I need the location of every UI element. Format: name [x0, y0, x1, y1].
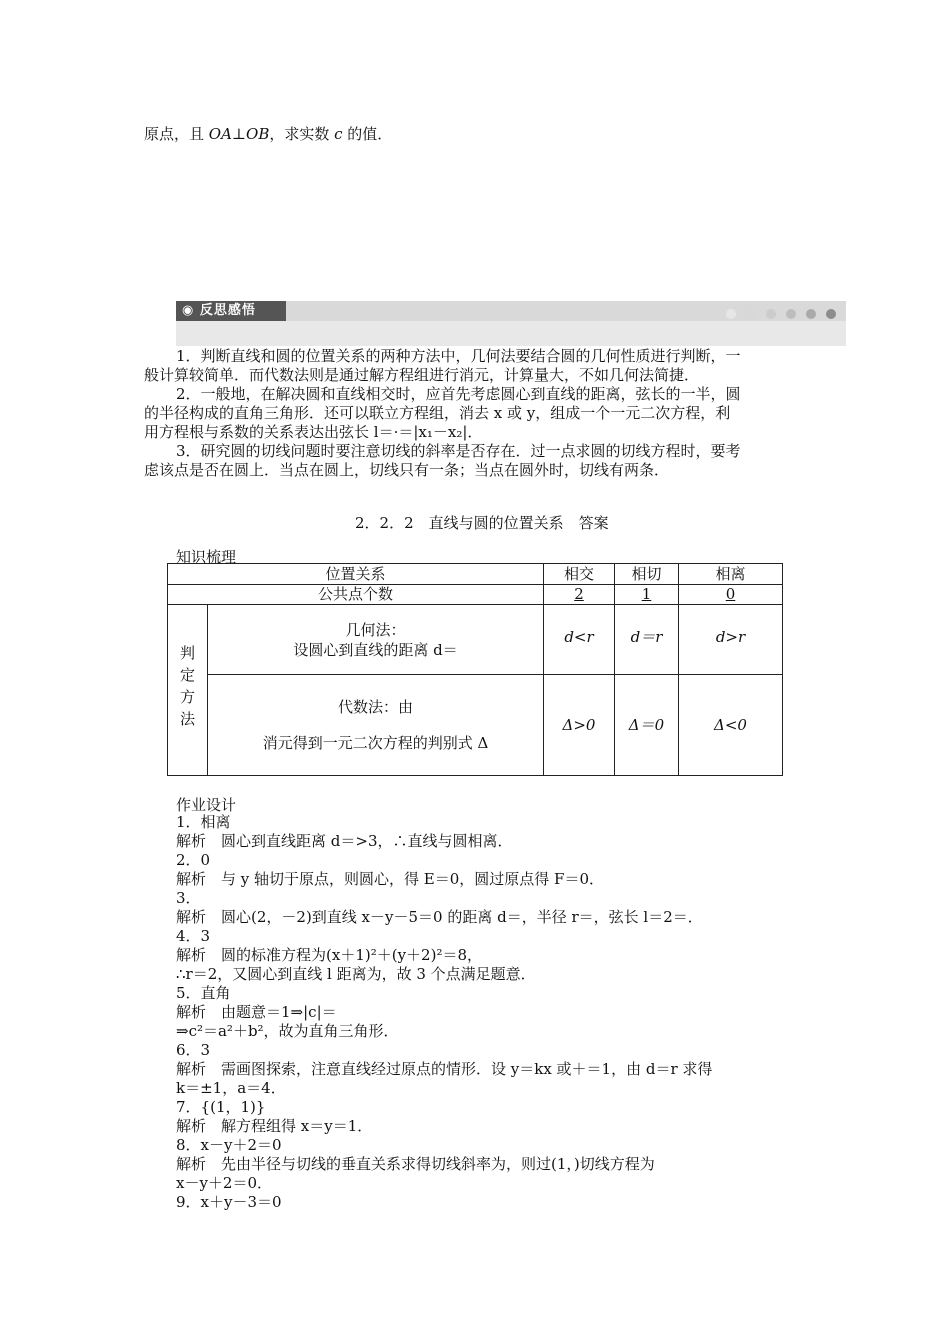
answer-line: 9．x＋y－3＝0 — [176, 1193, 282, 1211]
method-char: 方 — [179, 688, 195, 706]
table-algebraic-separate: Δ<0 — [714, 716, 747, 734]
answer-line: 6．3 — [176, 1041, 211, 1059]
answer-line: x－y＋2＝0． — [176, 1174, 273, 1192]
top-line-math: OA⊥OB — [208, 125, 270, 143]
paragraph-line: 2．一般地，在解决圆和直线相交时，应首先考虑圆心到直线的距离，弦长的一半，圆 — [176, 385, 741, 403]
table-geometric-tangent: d＝r — [630, 628, 663, 646]
answer-line: ⇒c²＝a²＋b²，故为直角三角形． — [176, 1022, 399, 1040]
paragraph-line: 3．研究圆的切线问题时要注意切线的斜率是否存在．过一点求圆的切线方程时，要考 — [176, 442, 741, 460]
table-common-points-tangent: 1 — [641, 585, 652, 603]
answer-line: 解析 先由半径与切线的垂直关系求得切线斜率为，则过(1，)切线方程为 — [176, 1155, 655, 1173]
table-geometric-intersect: d<r — [564, 628, 594, 646]
dot-icon — [826, 309, 836, 319]
section-bar-reflection — [176, 301, 846, 346]
top-line-var: c — [334, 125, 343, 143]
table-algebraic-line-1: 代数法：由 — [337, 698, 413, 716]
answer-line: 解析 圆的标准方程为(x＋1)²＋(y＋2)²＝8， — [176, 946, 483, 964]
answer-line: 5．直角 — [176, 984, 231, 1002]
answer-line: 3． — [176, 889, 201, 907]
answer-line: 4．3 — [176, 927, 211, 945]
top-line-suffix: 的值． — [342, 125, 393, 143]
top-line-middle: ，求实数 — [269, 125, 335, 143]
table-algebraic-line-2: 消元得到一元二次方程的判别式 Δ — [262, 734, 489, 752]
answer-list — [176, 813, 712, 1212]
table-method-label — [168, 642, 207, 730]
answer-line: 1．相离 — [176, 813, 231, 831]
paragraph-line: 虑该点是否在圆上．当点在圆上，切线只有一条；当点在圆外时，切线有两条． — [144, 461, 670, 479]
geometric-line-1: 几何法： — [345, 621, 406, 639]
paragraph-line: 用方程根与系数的关系表达出弦长 l＝·＝|x₁－x₂|． — [144, 423, 483, 441]
knowledge-label: 知识梳理 — [176, 548, 237, 566]
dot-icon — [726, 309, 736, 319]
table-header-tangent: 相切 — [631, 565, 662, 583]
table-rule — [207, 674, 782, 675]
table-header-separate: 相离 — [715, 565, 746, 583]
dot-icon — [786, 309, 796, 319]
answer-line: 8．x－y＋2＝0 — [176, 1136, 282, 1154]
top-line-prefix: 原点，且 — [144, 125, 209, 143]
answer-line: 解析 圆心(2，－2)到直线 x－y－5＝0 的距离 d＝，半径 r＝，弦长 l＝2＝． — [176, 908, 703, 926]
answer-line: 解析 由题意＝1⇒|c|＝ — [176, 1003, 337, 1021]
dot-icon — [766, 309, 776, 319]
table-geometric-method — [208, 620, 543, 660]
dot-icon — [806, 309, 816, 319]
section-bar-bottom — [176, 321, 846, 346]
method-char: 定 — [179, 666, 195, 684]
reflection-paragraph-3 — [144, 442, 809, 480]
position-relation-table — [167, 563, 783, 776]
table-rule — [168, 604, 782, 605]
answer-line: 2．0 — [176, 851, 211, 869]
table-common-points-label: 公共点个数 — [317, 585, 393, 603]
table-algebraic-intersect: Δ>0 — [562, 716, 596, 734]
table-algebraic-tangent: Δ＝0 — [628, 716, 665, 734]
answer-title: 2．2．2 直线与圆的位置关系 答案 — [355, 514, 609, 532]
paragraph-line: 般计算较简单．而代数法则是通过解方程组进行消元，计算量大，不如几何法简捷． — [144, 366, 700, 384]
answer-line: 7．{(1，1)} — [176, 1098, 266, 1116]
reflection-paragraph-2 — [144, 385, 809, 442]
answer-line: ∴r＝2，又圆心到直线 l 距离为，故 3 个点满足题意． — [176, 965, 536, 983]
method-char: 法 — [179, 710, 195, 728]
table-header-relation: 位置关系 — [325, 565, 386, 583]
table-common-points-intersect: 2 — [574, 585, 584, 603]
table-common-points-separate: 0 — [725, 585, 736, 603]
reflection-paragraph-1 — [144, 347, 809, 385]
dot-icon — [746, 309, 756, 319]
method-char: 判 — [179, 644, 195, 662]
geometric-line-2: 设圆心到直线的距离 d＝ — [293, 641, 458, 659]
section-bar-label: ◉ 反思感悟 — [176, 301, 286, 321]
answer-line: 解析 需画图探索，注意直线经过原点的情形．设 y＝kx 或＋＝1，由 d＝r 求得 — [176, 1060, 713, 1078]
answer-line: k＝±1，a＝4． — [176, 1079, 286, 1097]
answer-line: 解析 解方程组得 x＝y＝1． — [176, 1117, 373, 1135]
paragraph-line: 的半径构成的直角三角形．还可以联立方程组，消去 x 或 y，组成一个一元二次方程，利 — [144, 404, 731, 422]
paragraph-line: 1．判断直线和圆的位置关系的两种方法中，几何法要结合圆的几何性质进行判断，一 — [176, 347, 741, 365]
table-header-intersect: 相交 — [563, 565, 594, 583]
answer-line: 解析 与 y 轴切于原点，则圆心，得 E＝0，圆过原点得 F＝0． — [176, 870, 604, 888]
answer-line: 解析 圆心到直线距离 d＝>3，∴直线与圆相离． — [176, 832, 513, 850]
table-geometric-separate: d>r — [715, 628, 746, 646]
homework-label: 作业设计 — [176, 796, 237, 814]
top-line — [144, 123, 392, 144]
